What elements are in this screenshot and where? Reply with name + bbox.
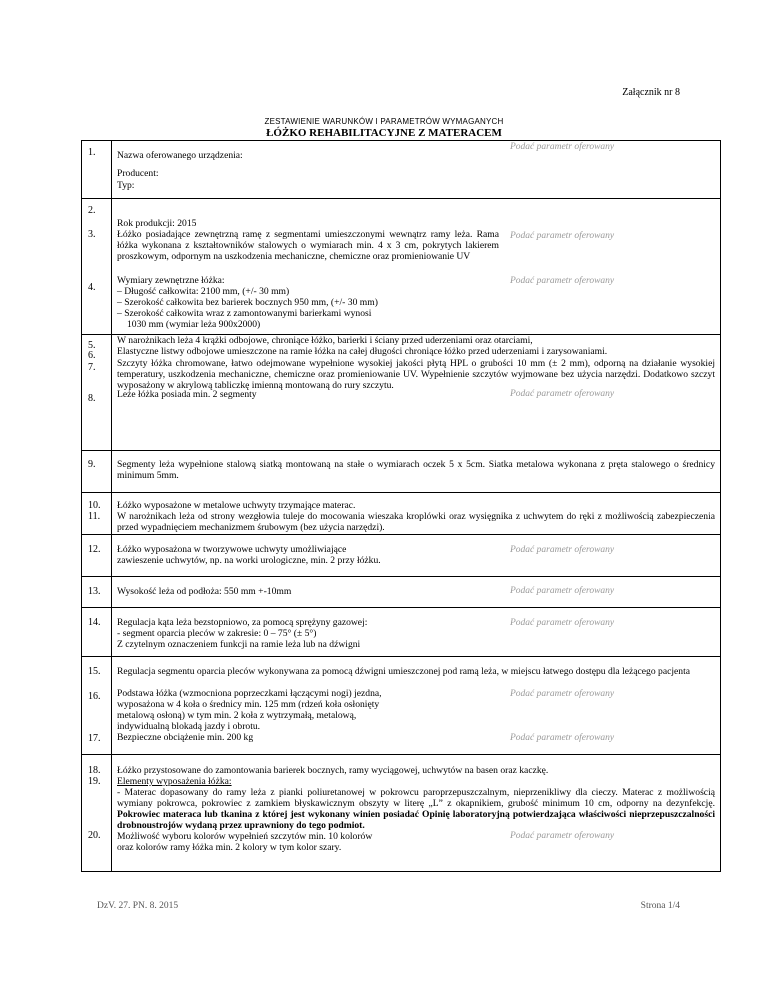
mattress-description: - Materac dopasowany do ramy leża z pianki poliuretanowej w pokrowcu paroprzepuszczalnym, nieprzenikliwy dla cieczy. Materac z możliwością wymiany pokrowca, pokrowiec z zamkiem błyskawicznym obszyty w literę „L” z okapnikiem, grubość minimum 10 cm, odporny na dezynfekcję.: [117, 787, 715, 809]
param-placeholder: Podać parametr oferowany: [510, 231, 615, 241]
param-placeholder: Podać parametr oferowany: [510, 618, 615, 628]
row-text: oraz kolorów ramy łóżka min. 2 kolory w tym kolor szary.: [117, 842, 342, 853]
table-row-7: [82, 358, 720, 389]
param-placeholder: Podać parametr oferowany: [510, 276, 615, 286]
document-code: DzV. 27. PN. 8. 2015: [97, 901, 179, 911]
row-number: 15.: [88, 666, 101, 677]
row-text: Podstawa łóżka (wzmocniona poprzeczkami łączącymi nogi) jezdna,: [117, 688, 382, 699]
requirements-table: [81, 140, 721, 872]
row-text: – Szerokość całkowita wraz z zamontowanymi barierkami wynosi: [117, 308, 372, 319]
annex-label: Załącznik nr 8: [622, 87, 680, 98]
row-text: W narożnikach leża od strony wezgłowia tuleje do mocowania wieszaka kroplówki oraz wysięgnika z uchwytem do ręki z możliwością zabezpieczenia przed wypadnięciem mechanizmem śrubowym (bez użycia narzędzi).: [117, 511, 715, 533]
table-row-12: [82, 535, 720, 577]
row-number: 20.: [88, 830, 101, 841]
row-text: Regulacja kąta leża bezstopniowo, za pomocą sprężyny gazowej:: [117, 617, 368, 628]
param-placeholder: Podać parametr oferowany: [510, 142, 615, 152]
row-text: wyposażona w 4 koła o średnicy min. 125 mm (rdzeń koła osłonięty: [117, 699, 380, 710]
table-row-1: [82, 141, 720, 199]
row-text: Bezpieczne obciążenie min. 200 kg: [117, 732, 254, 743]
row-text: Rok produkcji: 2015: [117, 218, 197, 229]
row-number: 18.: [88, 765, 101, 776]
row-number: 1.: [88, 147, 96, 158]
row-number: 3.: [88, 229, 96, 240]
table-row-6: [82, 346, 720, 361]
row-text: Leże łóżka posiada min. 2 segmenty: [117, 389, 257, 400]
table-row-18-20: [82, 755, 720, 871]
row-text: Producent:: [117, 168, 159, 179]
table-row-13: [82, 577, 720, 608]
param-placeholder: Podać parametr oferowany: [510, 733, 615, 743]
row-text: Regulacja segmentu oparcia pleców wykonywana za pomocą dźwigni umieszczonej pod ramą leża, w miejscu łatwego dostępu dla leżącego pacjenta: [117, 666, 690, 677]
row-text: Z czytelnym oznaczeniem funkcji na ramie leża lub na dźwigni: [117, 639, 361, 650]
row-number: 9.: [88, 459, 96, 470]
row-text: Łóżko posiadające zewnętrzną ramę z segmentami umieszczonymi wewnątrz ramy leża. Rama łóżka wykonana z kształtowników stalowych o wymiarach min. 4 x 3 cm, pokrytych lakierem proszkowym, odpornym na uszkodzenia mechaniczne, chemiczne oraz promieniowanie UV: [117, 229, 499, 262]
table-row-2-4: [82, 199, 720, 335]
document-subtitle: ZESTAWIENIE WARUNKÓW I PARAMETRÓW WYMAGANYCH: [264, 117, 504, 126]
row-text: – Szerokość całkowita bez barierek bocznych 950 mm, (+/- 30 mm): [117, 297, 378, 308]
row-text: – Długość całkowita: 2100 mm, (+/- 30 mm): [117, 286, 290, 297]
page-number: Strona 1/4: [640, 901, 680, 911]
row-number: 4.: [88, 282, 96, 293]
row-number: 16.: [88, 691, 101, 702]
table-row-5: [82, 335, 720, 351]
table-row-15-17: [82, 657, 720, 755]
row-number: 13.: [88, 586, 101, 597]
row-text: [117, 787, 715, 831]
document-title: ŁÓŻKO REHABILITACYJNE Z MATERACEM: [266, 127, 502, 139]
row-text: Szczyty łóżka chromowane, łatwo odejmowane wypełnione wysokiej jakości płytą HPL o grubości 10 mm (± 2 mm), odporną na działanie wysokiej temperatury, uszkodzenia mechaniczne, chemiczne oraz promieniowanie UV. Wypełnienie szczytów wyjmowane bez użycia narzędzi. Dodatkowo szczyt wyposażony w akrylową tabliczkę imienną montowaną do rury szczytu.: [117, 358, 715, 391]
param-placeholder: Podać parametr oferowany: [510, 545, 615, 555]
row-text: 1030 mm (wymiar leża 900x2000): [127, 319, 261, 330]
row-number: 6.: [88, 350, 96, 361]
row-text: metalową osłoną) w tym min. 2 koła z wytrzymałą, metalową,: [117, 710, 357, 721]
param-placeholder: Podać parametr oferowany: [510, 586, 615, 596]
row-text: Elastyczne listwy odbojowe umieszczone na ramie łóżka na całej długości chroniące łóżko przed uderzeniami i zarysowaniami.: [117, 346, 608, 357]
row-number: 5.: [88, 340, 96, 351]
row-text: W narożnikach leża 4 krążki odbojowe, chroniące łóżko, barierki i ściany przed uderzeniami oraz otarciami,: [117, 335, 533, 346]
row-number: 14.: [88, 617, 101, 628]
table-row-14: [82, 608, 720, 657]
row-text: Wysokość leża od podłoża: 550 mm +-10mm: [117, 586, 292, 597]
table-row-8: [82, 389, 720, 451]
table-row-10-11: [82, 493, 720, 535]
row-text: Wymiary zewnętrzne łóżka:: [117, 275, 225, 286]
mattress-certificate-note: Pokrowiec materaca lub tkanina z której jest wykonany winien posiadać Opinię laboratoryjną potwierdzająca właściwości nieprzepuszczalności drobnoustrojów wydaną przez uprawniony do tego podmiot.: [117, 809, 715, 831]
row-number: 11.: [88, 511, 101, 522]
row-number: 17.: [88, 733, 101, 744]
row-number: 10.: [88, 500, 101, 511]
row-text: Segmenty leża wypełnione stalową siatką montowaną na stałe o wymiarach oczek 5 x 5cm. Siatka metalowa wykonana z pręta stalowego o średnicy minimum 5mm.: [117, 459, 715, 481]
row-text: Możliwość wyboru kolorów wypełnień szczytów min. 10 kolorów: [117, 831, 373, 842]
row-text: Elementy wyposażenia łóżka:: [117, 776, 232, 787]
row-text: indywidualną blokadą jazdy i obrotu.: [117, 721, 261, 732]
row-text: zawieszenie uchwytów, np. na worki urologiczne, min. 2 przy łóżku.: [117, 555, 381, 566]
row-text: - segment oparcia pleców w zakresie: 0 – 75° (± 5°): [117, 628, 317, 639]
row-text: Nazwa oferowanego urządzenia:: [117, 150, 243, 161]
row-number: 12.: [88, 544, 101, 555]
row-text: Łóżko przystosowane do zamontowania barierek bocznych, ramy wyciągowej, uchwytów na basen oraz kaczkę.: [117, 765, 549, 776]
row-number: 2.: [88, 205, 96, 216]
row-text: Łóżko wyposażona w tworzywowe uchwyty umożliwiające: [117, 544, 347, 555]
row-text: Typ:: [117, 180, 135, 191]
row-number: 8.: [88, 393, 96, 404]
row-number: 19.: [88, 776, 101, 787]
param-placeholder: Podać parametr oferowany: [510, 689, 615, 699]
param-placeholder: Podać parametr oferowany: [510, 831, 615, 841]
row-number: 7.: [88, 362, 96, 373]
param-placeholder: Podać parametr oferowany: [510, 389, 615, 399]
table-row-9: [82, 451, 720, 493]
row-text: Łóżko wyposażone w metalowe uchwyty trzymające materac.: [117, 500, 356, 511]
